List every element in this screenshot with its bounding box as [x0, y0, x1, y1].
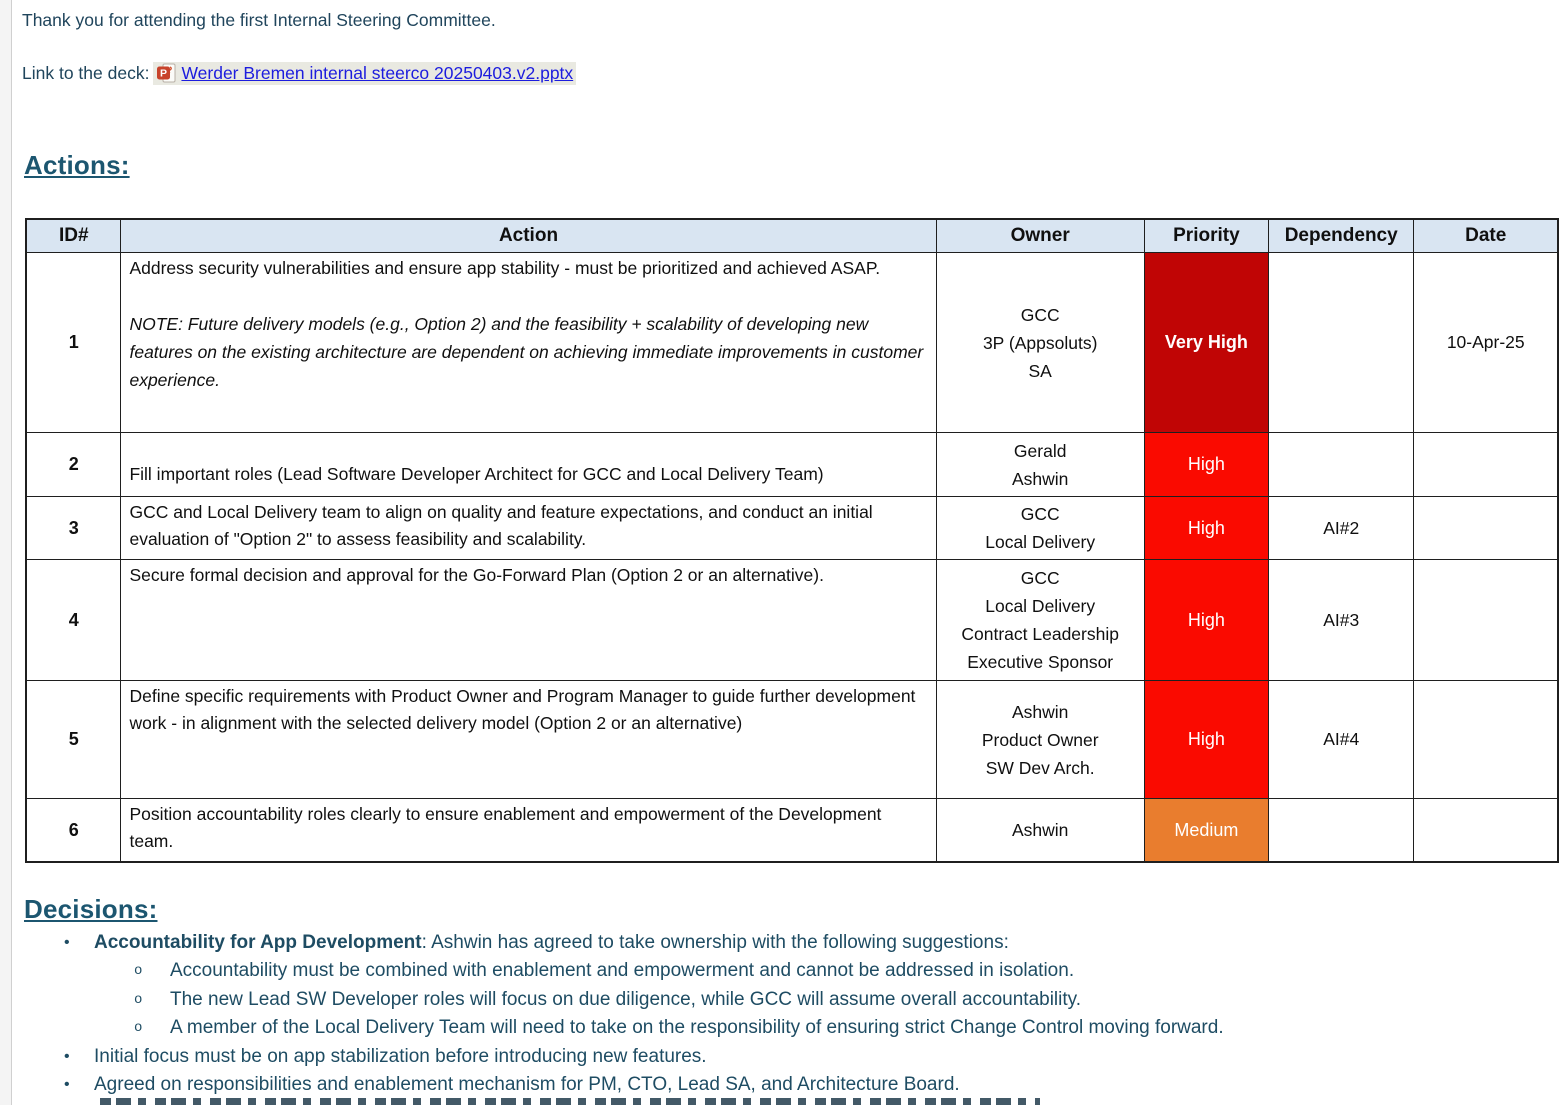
- owner-cell: [936, 433, 1144, 497]
- sub-list-item: [24, 989, 1534, 1011]
- actions-heading: Actions:: [24, 150, 130, 180]
- priority-badge: High: [1187, 609, 1225, 630]
- dependency-cell: AI#2: [1268, 497, 1414, 560]
- action-text: Define specific requirements with Product Owner and Program Manager to guide further development work - in alignment with the selected delivery model (Option 2 or an alternative): [129, 686, 916, 734]
- sub-list-item: [24, 960, 1534, 982]
- id-value: 2: [68, 454, 79, 474]
- id-cell: [26, 799, 121, 863]
- action-cell: [121, 560, 936, 681]
- id-cell: [26, 497, 121, 560]
- bullet-text: Initial focus must be on app stabilization before introducing new features.: [94, 1045, 707, 1067]
- table-row: [26, 433, 1558, 497]
- action-text: Secure formal decision and approval for the Go-Forward Plan (Option 2 or an alternative).: [129, 565, 824, 585]
- decisions-list: [24, 932, 1534, 1102]
- date-cell: 10-Apr-25: [1414, 253, 1558, 433]
- owner-cell: [936, 799, 1144, 863]
- header-action: Action: [121, 219, 936, 253]
- owner-cell: [936, 497, 1144, 560]
- table-row: [26, 497, 1558, 560]
- deck-link-line: [22, 62, 576, 85]
- intro-greeting: Thank you for attending the first Internal Steering Committee.: [22, 10, 496, 30]
- id-value: 3: [68, 517, 79, 538]
- table-row: [26, 799, 1558, 863]
- date-cell: [1414, 497, 1558, 560]
- owner-line: GCC: [1020, 568, 1060, 588]
- list-item: [24, 1046, 1534, 1068]
- id-cell: [26, 560, 121, 681]
- table-row: [26, 681, 1558, 799]
- decisions-heading: Decisions:: [24, 894, 158, 924]
- sub-bullet-text: The new Lead SW Developer roles will focus on due diligence, while GCC will assume overall accountability.: [170, 988, 1082, 1010]
- sub-list-item: [24, 1017, 1534, 1039]
- priority-cell: [1144, 433, 1268, 497]
- action-note: NOTE: Future delivery models (e.g., Option 2) and the feasibility + scalability of developing new features on the existing architecture are dependent on achieving immediate improvements in customer experience.: [129, 314, 924, 391]
- sub-bullet-icon: o: [134, 991, 143, 1008]
- sub-bullet-icon: o: [134, 963, 143, 980]
- date-cell: [1414, 433, 1558, 497]
- owner-line: Local Delivery: [985, 532, 1096, 552]
- sub-bullet-icon: o: [134, 1020, 143, 1037]
- owner-line: Product Owner: [981, 729, 1099, 750]
- sub-bullet-text: A member of the Local Delivery Team will need to take on the responsibility of ensuring strict Change Control moving forward.: [170, 1017, 1224, 1039]
- actions-table: [25, 218, 1559, 863]
- header-priority: Priority: [1144, 219, 1268, 253]
- header-dependency: Dependency: [1268, 219, 1414, 253]
- id-value: 5: [68, 729, 79, 749]
- deck-link[interactable]: [153, 62, 576, 85]
- id-value: 6: [68, 819, 79, 840]
- id-cell: [26, 681, 121, 799]
- sub-bullet-text: Accountability must be combined with enablement and empowerment and cannot be addressed in isolation.: [170, 960, 1075, 982]
- action-cell: [121, 497, 936, 560]
- action-text: Fill important roles (Lead Software Developer Architect for GCC and Local Delivery Team): [129, 463, 824, 484]
- owner-line: Contract Leadership: [961, 624, 1119, 644]
- date-cell: [1414, 799, 1558, 863]
- deck-link-label: Link to the deck:: [22, 63, 150, 83]
- priority-cell: [1144, 799, 1268, 863]
- table-row: [26, 560, 1558, 681]
- action-text: GCC and Local Delivery team to align on quality and feature expectations, and conduct an initial evaluation of "Option 2" to assess feasibility and scalability.: [129, 502, 873, 550]
- owner-cell: [936, 681, 1144, 799]
- table-row: [26, 253, 1558, 433]
- owner-line: Executive Sponsor: [967, 652, 1114, 672]
- powerpoint-file-icon: [156, 63, 177, 84]
- owner-line: GCC: [1020, 504, 1060, 524]
- priority-cell: [1144, 560, 1268, 681]
- priority-cell: [1144, 497, 1268, 560]
- owner-cell: [936, 560, 1144, 681]
- bullet-text: Accountability for App Development: Ashwin has agreed to take ownership with the following suggestions:: [94, 932, 1009, 953]
- priority-badge: High: [1187, 729, 1225, 749]
- owner-line: Ashwin: [1011, 468, 1069, 489]
- action-cell: [121, 799, 936, 863]
- id-cell: [26, 253, 121, 433]
- priority-cell: [1144, 681, 1268, 799]
- priority-badge: High: [1187, 517, 1225, 538]
- date-cell: [1414, 560, 1558, 681]
- priority-badge: High: [1187, 454, 1225, 474]
- dependency-cell: AI#4: [1268, 681, 1414, 799]
- header-date: Date: [1414, 219, 1558, 253]
- action-cell: [121, 253, 936, 433]
- action-cell: [121, 433, 936, 497]
- table-header-row: [26, 219, 1558, 253]
- bullet-icon: •: [64, 934, 70, 951]
- svg-text:P: P: [160, 67, 168, 80]
- header-owner: Owner: [936, 219, 1144, 253]
- list-item: [24, 932, 1534, 954]
- owner-line: Ashwin: [1011, 701, 1069, 722]
- date-cell: [1414, 681, 1558, 799]
- bullet-text-bold: Accountability for App Development: [94, 932, 422, 953]
- list-item: [24, 1074, 1534, 1096]
- deck-link-text[interactable]: Werder Bremen internal steerco 20250403.v2.pptx: [181, 63, 574, 83]
- action-text: Position accountability roles clearly to ensure enablement and empowerment of the Development team.: [129, 804, 882, 852]
- owner-line: SA: [1028, 360, 1052, 381]
- owner-cell: [936, 253, 1144, 433]
- owner-line: Gerald: [1013, 440, 1067, 461]
- dependency-cell: AI#3: [1268, 560, 1414, 681]
- bullet-icon: •: [64, 1047, 70, 1065]
- owner-line: 3P (Appsoluts): [982, 332, 1098, 353]
- priority-badge: Medium: [1174, 819, 1239, 840]
- id-cell: [26, 433, 121, 497]
- priority-badge: Very High: [1164, 332, 1248, 352]
- dependency-cell: [1268, 433, 1414, 497]
- id-value: 1: [68, 332, 79, 352]
- owner-line: Local Delivery: [985, 596, 1096, 616]
- dependency-cell: [1268, 253, 1414, 433]
- dependency-cell: [1268, 799, 1414, 863]
- owner-line: Ashwin: [1011, 820, 1069, 840]
- action-cell: [121, 681, 936, 799]
- bullet-text: Agreed on responsibilities and enablement mechanism for PM, CTO, Lead SA, and Architecture Board.: [94, 1074, 960, 1096]
- header-id: ID#: [26, 219, 121, 253]
- owner-line: GCC: [1020, 304, 1060, 325]
- clipped-text-line: [100, 1098, 1040, 1105]
- id-value: 4: [68, 609, 79, 630]
- owner-line: SW Dev Arch.: [985, 757, 1095, 778]
- priority-cell: [1144, 253, 1268, 433]
- action-text: Address security vulnerabilities and ensure app stability - must be prioritized and achieved ASAP.: [129, 258, 881, 278]
- bullet-icon: •: [64, 1076, 70, 1094]
